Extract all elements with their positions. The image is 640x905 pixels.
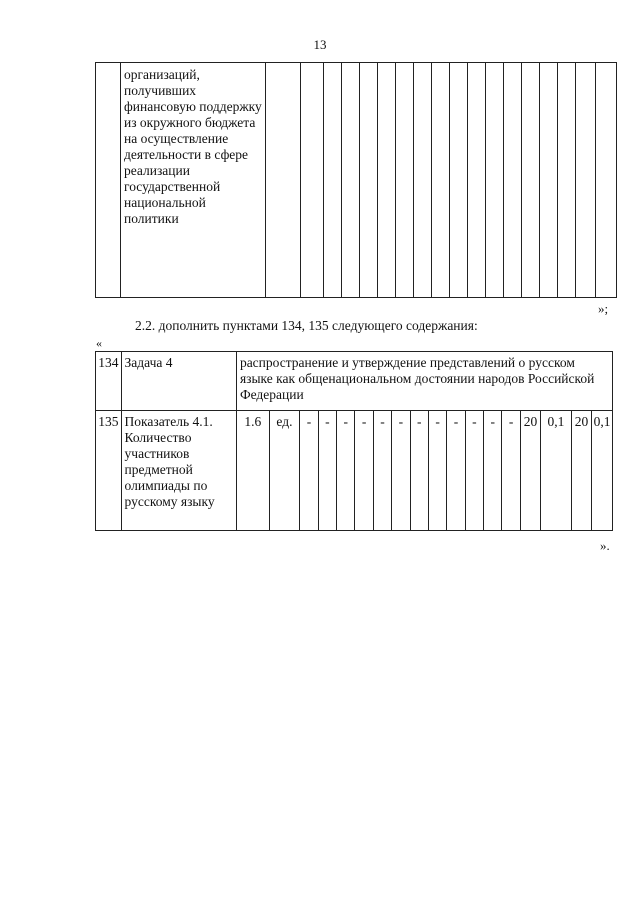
row-name: Показатель 4.1. Количество участников предметной олимпиады по русскому языку <box>121 411 236 531</box>
value-cell: - <box>318 411 336 531</box>
top-table-cell <box>342 63 360 298</box>
top-table-cell <box>266 63 301 298</box>
value-cell: - <box>447 411 465 531</box>
value-cell: - <box>337 411 355 531</box>
value-cell: - <box>410 411 428 531</box>
closing-quote-final: ». <box>600 538 610 553</box>
top-table-cell <box>540 63 558 298</box>
top-table-cell <box>96 63 121 298</box>
top-table-cell <box>378 63 396 298</box>
top-table-cell <box>522 63 540 298</box>
amendment-table <box>95 351 613 531</box>
top-table-cell <box>450 63 468 298</box>
top-table-cell <box>324 63 342 298</box>
value-cell: - <box>392 411 410 531</box>
row-number: 134 <box>96 352 122 411</box>
value-cell: - <box>355 411 373 531</box>
value-cell: 0,1 <box>592 411 613 531</box>
top-table-cell <box>596 63 617 298</box>
indicator-code: 1.6 <box>236 411 269 531</box>
page-number: 13 <box>313 37 327 52</box>
task-description: распространение и утверждение представлений о русском языке как общенациональном достоянии народов Российской Федерации <box>236 352 612 411</box>
value-cell: 0,1 <box>541 411 572 531</box>
top-table-cell <box>396 63 414 298</box>
top-table-cell <box>432 63 450 298</box>
closing-quote: »; <box>598 301 609 316</box>
value-cell: 20 <box>571 411 591 531</box>
value-cell: 20 <box>520 411 540 531</box>
unit-cell: ед. <box>269 411 300 531</box>
top-table-cell <box>301 63 324 298</box>
value-cell: - <box>502 411 520 531</box>
value-cell: - <box>484 411 502 531</box>
table-row-135 <box>96 411 613 531</box>
top-table-cell <box>468 63 486 298</box>
amendment-intro: 2.2. дополнить пунктами 134, 135 следующего содержания: <box>135 318 478 333</box>
value-cell: - <box>300 411 318 531</box>
top-table-cell <box>486 63 504 298</box>
top-table-cell <box>504 63 522 298</box>
top-table-cell <box>558 63 576 298</box>
row-number: 135 <box>96 411 122 531</box>
value-cell: - <box>373 411 391 531</box>
top-table-cell <box>414 63 432 298</box>
top-table-cell <box>576 63 596 298</box>
row-name: Задача 4 <box>121 352 236 411</box>
opening-quote: « <box>96 336 102 350</box>
top-table <box>95 62 617 298</box>
table-row-134 <box>96 352 613 411</box>
top-table-cell <box>360 63 378 298</box>
value-cell: - <box>465 411 483 531</box>
value-cell: - <box>428 411 446 531</box>
top-table-description: организаций, получивших финансовую поддержку из окружного бюджета на осуществление деятельности в сфере реализации государственной национальной политики <box>121 63 266 298</box>
